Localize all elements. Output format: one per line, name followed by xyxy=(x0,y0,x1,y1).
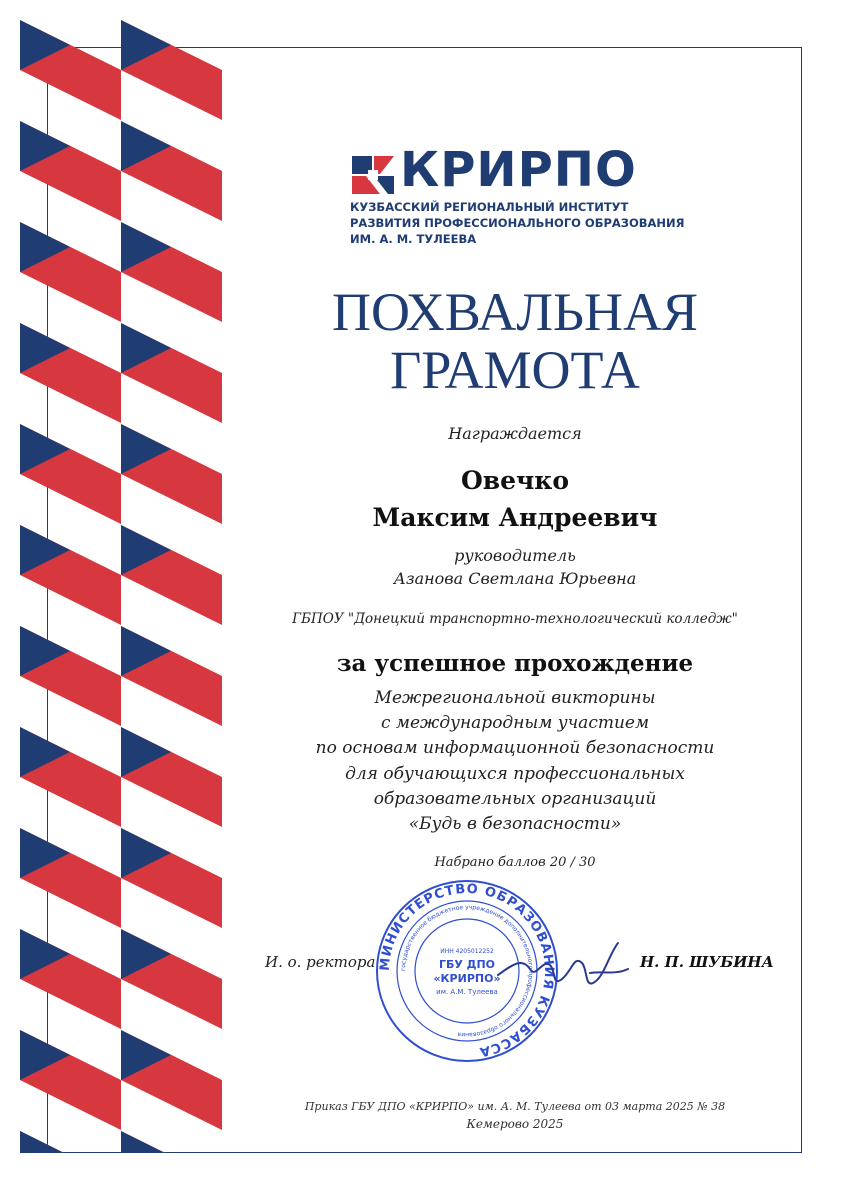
event-line: для обучающихся профессиональных xyxy=(345,764,685,784)
blue-triangle xyxy=(121,1131,171,1153)
logo-subtitle-line-2: РАЗВИТИЯ ПРОФЕССИОНАЛЬНОГО ОБРАЗОВАНИЯ xyxy=(350,216,685,230)
recipient-given-names: Максим Андреевич xyxy=(372,503,658,532)
stamp-inn: ИНН 4205012252 xyxy=(440,948,494,955)
stamp-center-line-3: им. А.М. Тулеева xyxy=(436,988,498,996)
blue-triangle xyxy=(20,1131,70,1153)
signatory-name: Н. П. ШУБИНА xyxy=(640,953,774,971)
logo-subtitle-line-3: ИМ. А. М. ТУЛЕЕВА xyxy=(350,232,477,246)
krirpo-logo xyxy=(350,142,685,246)
issue-city-year: Кемерово 2025 xyxy=(466,1117,564,1131)
signatory-position: И. о. ректора xyxy=(265,953,376,971)
event-line: «Будь в безопасности» xyxy=(408,814,622,834)
institution-name: ГБПОУ "Донецкий транспортно-технологический колледж" xyxy=(292,611,738,627)
supervisor-name: Азанова Светлана Юрьевна xyxy=(393,569,637,588)
supervisor-label: руководитель xyxy=(454,546,576,565)
score-text: Набрано баллов 20 / 30 xyxy=(434,855,596,870)
certificate-title-line-2: ГРАМОТА xyxy=(390,340,640,400)
event-line: Межрегиональной викторины xyxy=(374,688,656,708)
stamp-center-line-1: ГБУ ДПО xyxy=(438,958,496,971)
recipient-surname: Овечко xyxy=(460,466,570,495)
stamp-outer-text: МИНИСТЕРСТВО ОБРАЗОВАНИЯ КУЗБАССА xyxy=(377,881,557,1060)
award-reason: за успешное прохождение xyxy=(336,650,694,677)
handwritten-signature xyxy=(492,935,632,1005)
decorative-stripe-pattern xyxy=(20,20,222,1153)
stamp-center-line-2: «КРИРПО» xyxy=(433,972,501,985)
certificate-title-line-1: ПОХВАЛЬНАЯ xyxy=(331,282,699,342)
awarded-label: Награждается xyxy=(448,424,582,443)
order-reference: Приказ ГБУ ДПО «КРИРПО» им. А. М. Тулеева от 03 марта 2025 № 38 xyxy=(304,1100,726,1113)
logo-emblem-icon xyxy=(350,152,396,198)
logo-subtitle-line-1: КУЗБАССКИЙ РЕГИОНАЛЬНЫЙ ИНСТИТУТ xyxy=(350,200,629,214)
event-line: с международным участием xyxy=(380,713,650,733)
event-line: по основам информационной безопасности xyxy=(315,738,715,758)
logo-wordmark: КРИРПО xyxy=(400,142,637,198)
event-line: образовательных организаций xyxy=(373,789,657,809)
stamp-inner-text: государственное бюджетное учреждение дополнительного профессионального образования xyxy=(399,903,535,1039)
